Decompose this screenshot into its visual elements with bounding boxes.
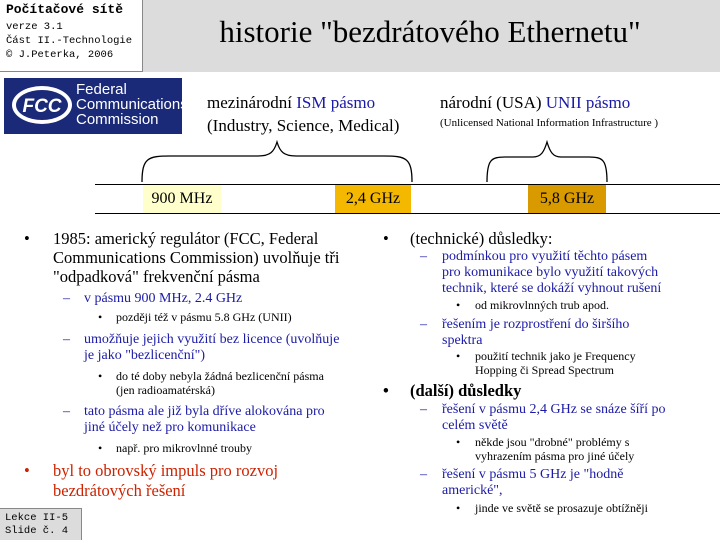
fcc-line-1: Federal — [76, 81, 127, 98]
right-sub4-line1: řešení v pásmu 5 GHz je "hodně — [442, 467, 624, 482]
slide-number: Slide č. 4 — [5, 525, 69, 537]
right-main1: (technické) důsledky: — [410, 229, 553, 248]
left-sub3-line1: tato pásma ale již byla dříve alokována pro — [84, 404, 325, 419]
unii-prefix: národní (USA) — [440, 93, 542, 112]
right-sub1-detail: od mikrovlnných trub apod. — [475, 298, 609, 312]
right-sub2-line2: spektra — [442, 333, 483, 348]
band-5-8ghz: 5,8 GHz — [528, 185, 606, 213]
left-main1-line3: "odpadková" frekvenční pásma — [53, 267, 260, 286]
right-sub1-line3: technik, které se dokáží vyhnout rušení — [442, 281, 662, 296]
course-info-box — [0, 0, 143, 72]
ism-name: ISM pásmo — [296, 93, 376, 112]
bullet-small-icon: • — [456, 435, 461, 449]
fcc-line-3: Commission — [76, 111, 159, 128]
ism-expansion: (Industry, Science, Medical) — [207, 116, 400, 135]
slide-info-box — [0, 508, 82, 540]
unii-name: UNII pásmo — [545, 93, 631, 112]
right-sub3-detail-line2: vyhrazením pásma pro jiné účely — [475, 449, 635, 463]
unii-brace — [485, 140, 610, 184]
left-sub1: v pásmu 900 MHz, 2.4 GHz — [84, 291, 243, 306]
right-sub4-line2: americké", — [442, 483, 503, 498]
page-title: historie "bezdrátového Ethernetu" — [219, 14, 641, 49]
bullet-small-icon: • — [456, 298, 461, 312]
bullet-icon: • — [383, 381, 389, 400]
fcc-badge-icon — [11, 84, 73, 126]
right-sub4-detail: jinde ve světě se prosazuje obtížněji — [475, 501, 648, 515]
dash-icon: – — [420, 249, 427, 264]
left-sub2-line2: je jako "bezlicenční") — [84, 348, 206, 363]
course-title: Počítačové sítě — [6, 2, 124, 17]
right-sub3-line1: řešení v pásmu 2,4 GHz se snáze šíří po — [442, 402, 666, 417]
bullet-small-icon: • — [98, 369, 103, 383]
part-label: Část II.-Technologie — [6, 35, 133, 47]
bullet-small-icon: • — [456, 501, 461, 515]
dash-icon: – — [420, 467, 427, 482]
dash-icon: – — [63, 332, 70, 347]
unii-heading — [440, 93, 630, 113]
left-sub1-detail: později též v pásmu 5.8 GHz (UNII) — [116, 310, 292, 324]
ism-prefix: mezinárodní — [207, 93, 292, 112]
copyright-label: © J.Peterka, 2006 — [6, 49, 114, 61]
left-sub3-line2: jiné účely než pro komunikace — [84, 420, 256, 435]
right-sub2-detail-line2: Hopping či Spread Spectrum — [475, 363, 614, 377]
bullet-icon: • — [24, 461, 30, 480]
band-2-4ghz: 2,4 GHz — [335, 185, 411, 213]
bullet-small-icon: • — [98, 310, 103, 324]
ism-brace — [140, 140, 415, 184]
bullet-small-icon: • — [456, 349, 461, 363]
fcc-line-2: Communications — [76, 96, 188, 113]
left-sub2-detail-line2: (jen radioamatérská) — [116, 383, 215, 397]
lesson-label: Lekce II-5 — [5, 512, 69, 524]
ism-heading — [207, 93, 375, 113]
right-sub2-line1: řešením je rozprostření do širšího — [442, 317, 630, 332]
left-sub3-detail: např. pro mikrovlnné trouby — [116, 441, 252, 455]
right-main2: (další) důsledky — [410, 381, 522, 400]
dash-icon: – — [420, 317, 427, 332]
right-sub1-line2: pro komunikace bylo využití takových — [442, 265, 659, 280]
right-sub3-detail-line1: někde jsou "drobné" problémy s — [475, 435, 630, 449]
right-sub2-detail-line1: použití technik jako je Frequency — [475, 349, 636, 363]
dash-icon: – — [420, 402, 427, 417]
left-main2-line2: bezdrátových řešení — [53, 481, 186, 500]
dash-icon: – — [63, 291, 70, 306]
bullet-icon: • — [24, 229, 30, 248]
fcc-logo — [4, 78, 188, 134]
dash-icon: – — [63, 404, 70, 419]
unii-expansion: (Unlicensed National Information Infrastructure ) — [440, 117, 659, 129]
right-sub3-line2: celém světě — [442, 418, 508, 433]
version-label: verze 3.1 — [6, 21, 63, 33]
band-900mhz: 900 MHz — [143, 185, 221, 213]
left-main2-line1: byl to obrovský impuls pro rozvoj — [53, 461, 279, 480]
bullet-icon: • — [383, 229, 389, 248]
left-sub2-line1: umožňuje jejich využití bez licence (uvolňuje — [84, 332, 340, 347]
left-main1-line1: 1985: americký regulátor (FCC, Federal — [53, 229, 319, 248]
bullet-small-icon: • — [98, 441, 103, 455]
left-sub2-detail-line1: do té doby nebyla žádná bezlicenční pásma — [116, 369, 324, 383]
fcc-badge-text: FCC — [22, 96, 62, 117]
right-sub1-line1: podmínkou pro využití těchto pásem — [442, 249, 648, 264]
left-main1-line2: Communications Commission) uvolňuje tři — [53, 248, 340, 267]
